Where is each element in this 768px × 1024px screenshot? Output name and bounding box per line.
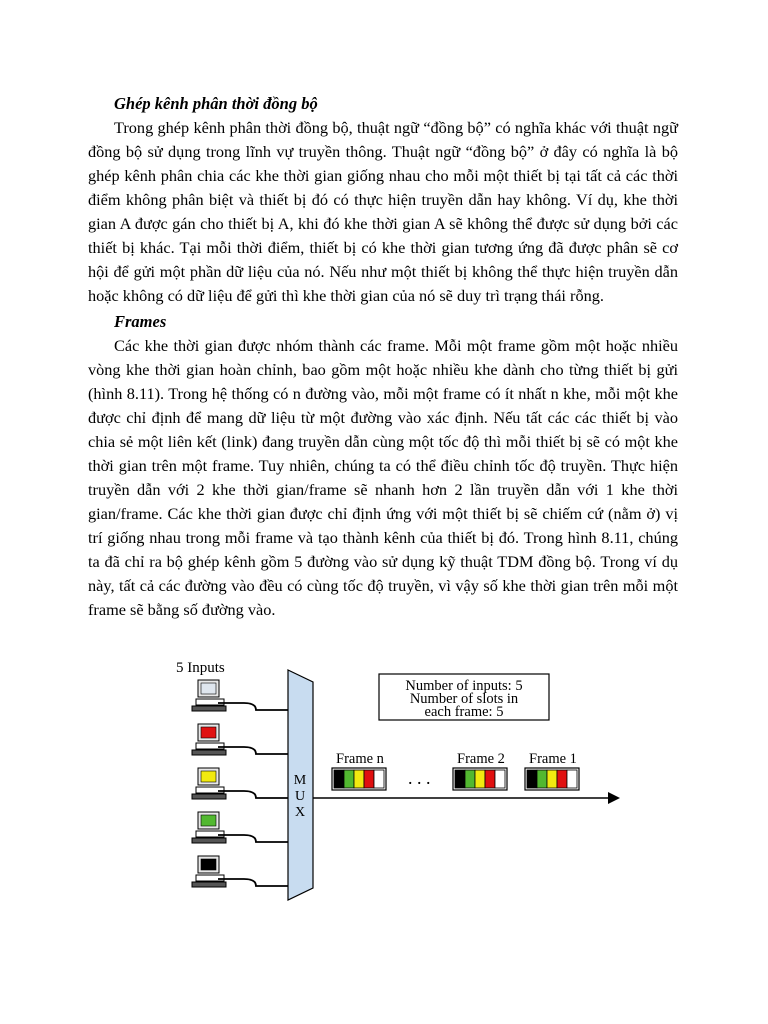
time-slot — [334, 770, 344, 788]
input-line — [218, 703, 288, 710]
time-slot — [485, 770, 495, 788]
document-body — [88, 92, 678, 622]
time-slot — [465, 770, 475, 788]
tdm-diagram — [176, 656, 626, 912]
time-slot — [455, 770, 465, 788]
frame-n-label: Frame n — [336, 751, 384, 767]
input-line — [218, 879, 288, 886]
time-slot — [557, 770, 567, 788]
computer-icon — [192, 680, 226, 711]
time-slot — [344, 770, 354, 788]
arrow-head-icon — [608, 792, 620, 804]
frames-ellipsis: . . . — [408, 768, 431, 788]
frame-1-label: Frame 1 — [529, 751, 577, 767]
paragraph-frames: Các khe thời gian được nhóm thành các frame. Mỗi một frame gồm một hoặc nhiều vòng khe thời gian hoàn chỉnh, bao gồm một hoặc nhiều khe dành cho từng thiết bị gửi (hình 8.11). Trong hệ thống có n đường vào, mỗi một frame có ít nhất n khe, mỗi một khe được chỉ định để mang dữ liệu từ một đường vào xác định. Nếu tất các các thiết bị vào chia sẻ một liên kết (link) đang truyền dẫn cùng một tốc độ thì mỗi thiết bị sẽ có một khe thời gian trên một frame. Tuy nhiên, chúng ta có thể điều chỉnh tốc độ truyền. Thực hiện truyền dẫn với 2 khe thời gian/frame sẽ nhanh hơn 2 lần truyền dẫn với 1 khe thời gian/frame. Các khe thời gian được chỉ định ứng với một thiết bị sẽ chiếm cứ (nằm ở) vị trí giống nhau trong mỗi frame và tạo thành kênh của thiết bị đó. Trong hình 8.11, chúng ta đã chỉ ra bộ ghép kênh gồm 5 đường vào sử dụng kỹ thuật TDM đồng bộ. Trong ví dụ này, tất cả các đường vào đều có cùng tốc độ truyền, vì vậy số khe thời gian trên mỗi một frame sẽ bằng số đường vào. — [88, 336, 678, 619]
tdm-figure — [176, 656, 626, 912]
info-line-inputs: Number of inputs: 5 — [405, 678, 523, 694]
info-line-slots: Number of slots in — [409, 691, 519, 707]
section-heading-sync-tdm: Ghép kênh phân thời đồng bộ — [114, 94, 318, 113]
computer-icon — [192, 768, 226, 799]
time-slot — [537, 770, 547, 788]
computer-icon — [192, 856, 226, 887]
input-line — [218, 835, 288, 842]
frames-row — [332, 768, 579, 790]
inputs-label: 5 Inputs — [176, 660, 225, 676]
time-slot — [475, 770, 485, 788]
time-slot — [374, 770, 384, 788]
input-line — [218, 791, 288, 798]
info-line-each-frame: each frame: 5 — [424, 704, 504, 720]
mux-letter-u: U — [294, 789, 306, 804]
paragraph-sync-tdm: Trong ghép kênh phân thời đồng bộ, thuật ngữ “đồng bộ” có nghĩa khác với thuật ngữ đồng bộ sử dụng trong lĩnh vự truyền thông. Thuật ngữ “đồng bộ” ở đây có nghĩa là bộ ghép kênh phân chia các khe thời gian giống nhau cho mỗi một thiết bị tại tất cả các thời điểm không phân biệt và thiết bị đó có thực hiện truyền dẫn hay không. Ví dụ, khe thời gian A được gán cho thiết bị A, khi đó khe thời gian A sẽ không thể được sử dụng bởi các thiết bị khác. Tại mỗi thời điểm, thiết bị có khe thời gian tương ứng đã được phân sẽ cơ hội để gửi một phần dữ liệu của nó. Nếu như một thiết bị không thể thực hiện truyền dẫn hoặc không có dữ liệu để gửi thì khe thời gian của nó sẽ duy trì trạng thái rỗng. — [88, 118, 678, 305]
computer-icon — [192, 812, 226, 843]
time-slot — [354, 770, 364, 788]
time-slot — [527, 770, 537, 788]
time-slot — [567, 770, 577, 788]
frame-2-label: Frame 2 — [457, 751, 505, 767]
input-line — [218, 747, 288, 754]
time-slot — [495, 770, 505, 788]
section-heading-frames: Frames — [114, 312, 167, 331]
time-slot — [364, 770, 374, 788]
mux-letter-m: M — [293, 773, 307, 788]
time-slot — [547, 770, 557, 788]
input-devices — [192, 680, 288, 887]
computer-icon — [192, 724, 226, 755]
mux-letter-x: X — [294, 805, 306, 820]
